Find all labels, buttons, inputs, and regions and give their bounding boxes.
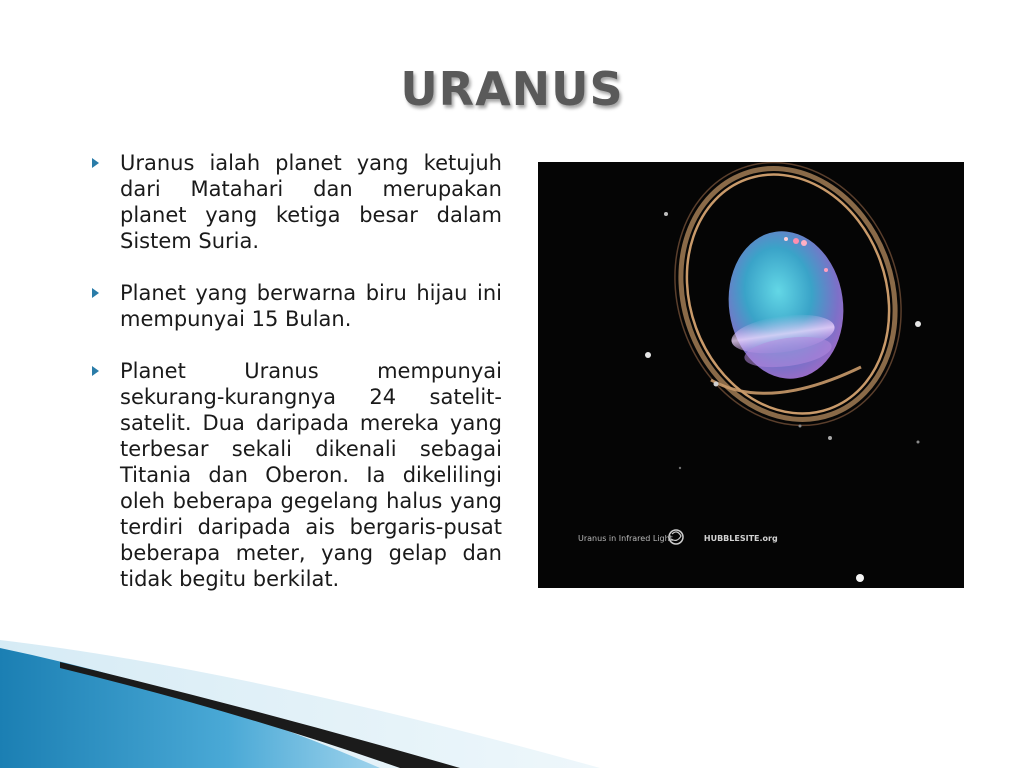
uranus-photo [538,162,964,588]
bullet-list [90,150,502,618]
caption-text: Uranus in Infrared Light [578,534,673,543]
bullet-item [90,280,502,332]
caption-credit: HUBBLESITE.org [703,534,778,543]
image-caption [578,534,778,543]
bullet-text: Uranus ialah planet yang ketujuh dari Matahari dan merupakan planet yang ketiga besar dalam Sistem Suria. [120,151,502,253]
bullet-item [90,358,502,592]
uranus-illustration [538,162,964,588]
bullet-triangle-icon [92,366,99,376]
slide-title: URANUS [400,62,624,116]
bullet-item [90,150,502,254]
bullet-text: Planet Uranus mempunyai sekurang-kurangnya 24 satelit-satelit. Dua daripada mereka yang terbesar sekali dikenali sebagai Titania dan Oberon. Ia dikelilingi oleh beberapa gegelang halus yang terdiri daripada ais bergaris-pusat beberapa meter, yang gelap dan tidak begitu berkilat. [120,359,502,591]
decorative-swoosh [0,640,1024,768]
bullet-text: Planet yang berwarna biru hijau ini mempunyai 15 Bulan. [120,281,502,331]
bullet-triangle-icon [92,158,99,168]
bullet-triangle-icon [92,288,99,298]
